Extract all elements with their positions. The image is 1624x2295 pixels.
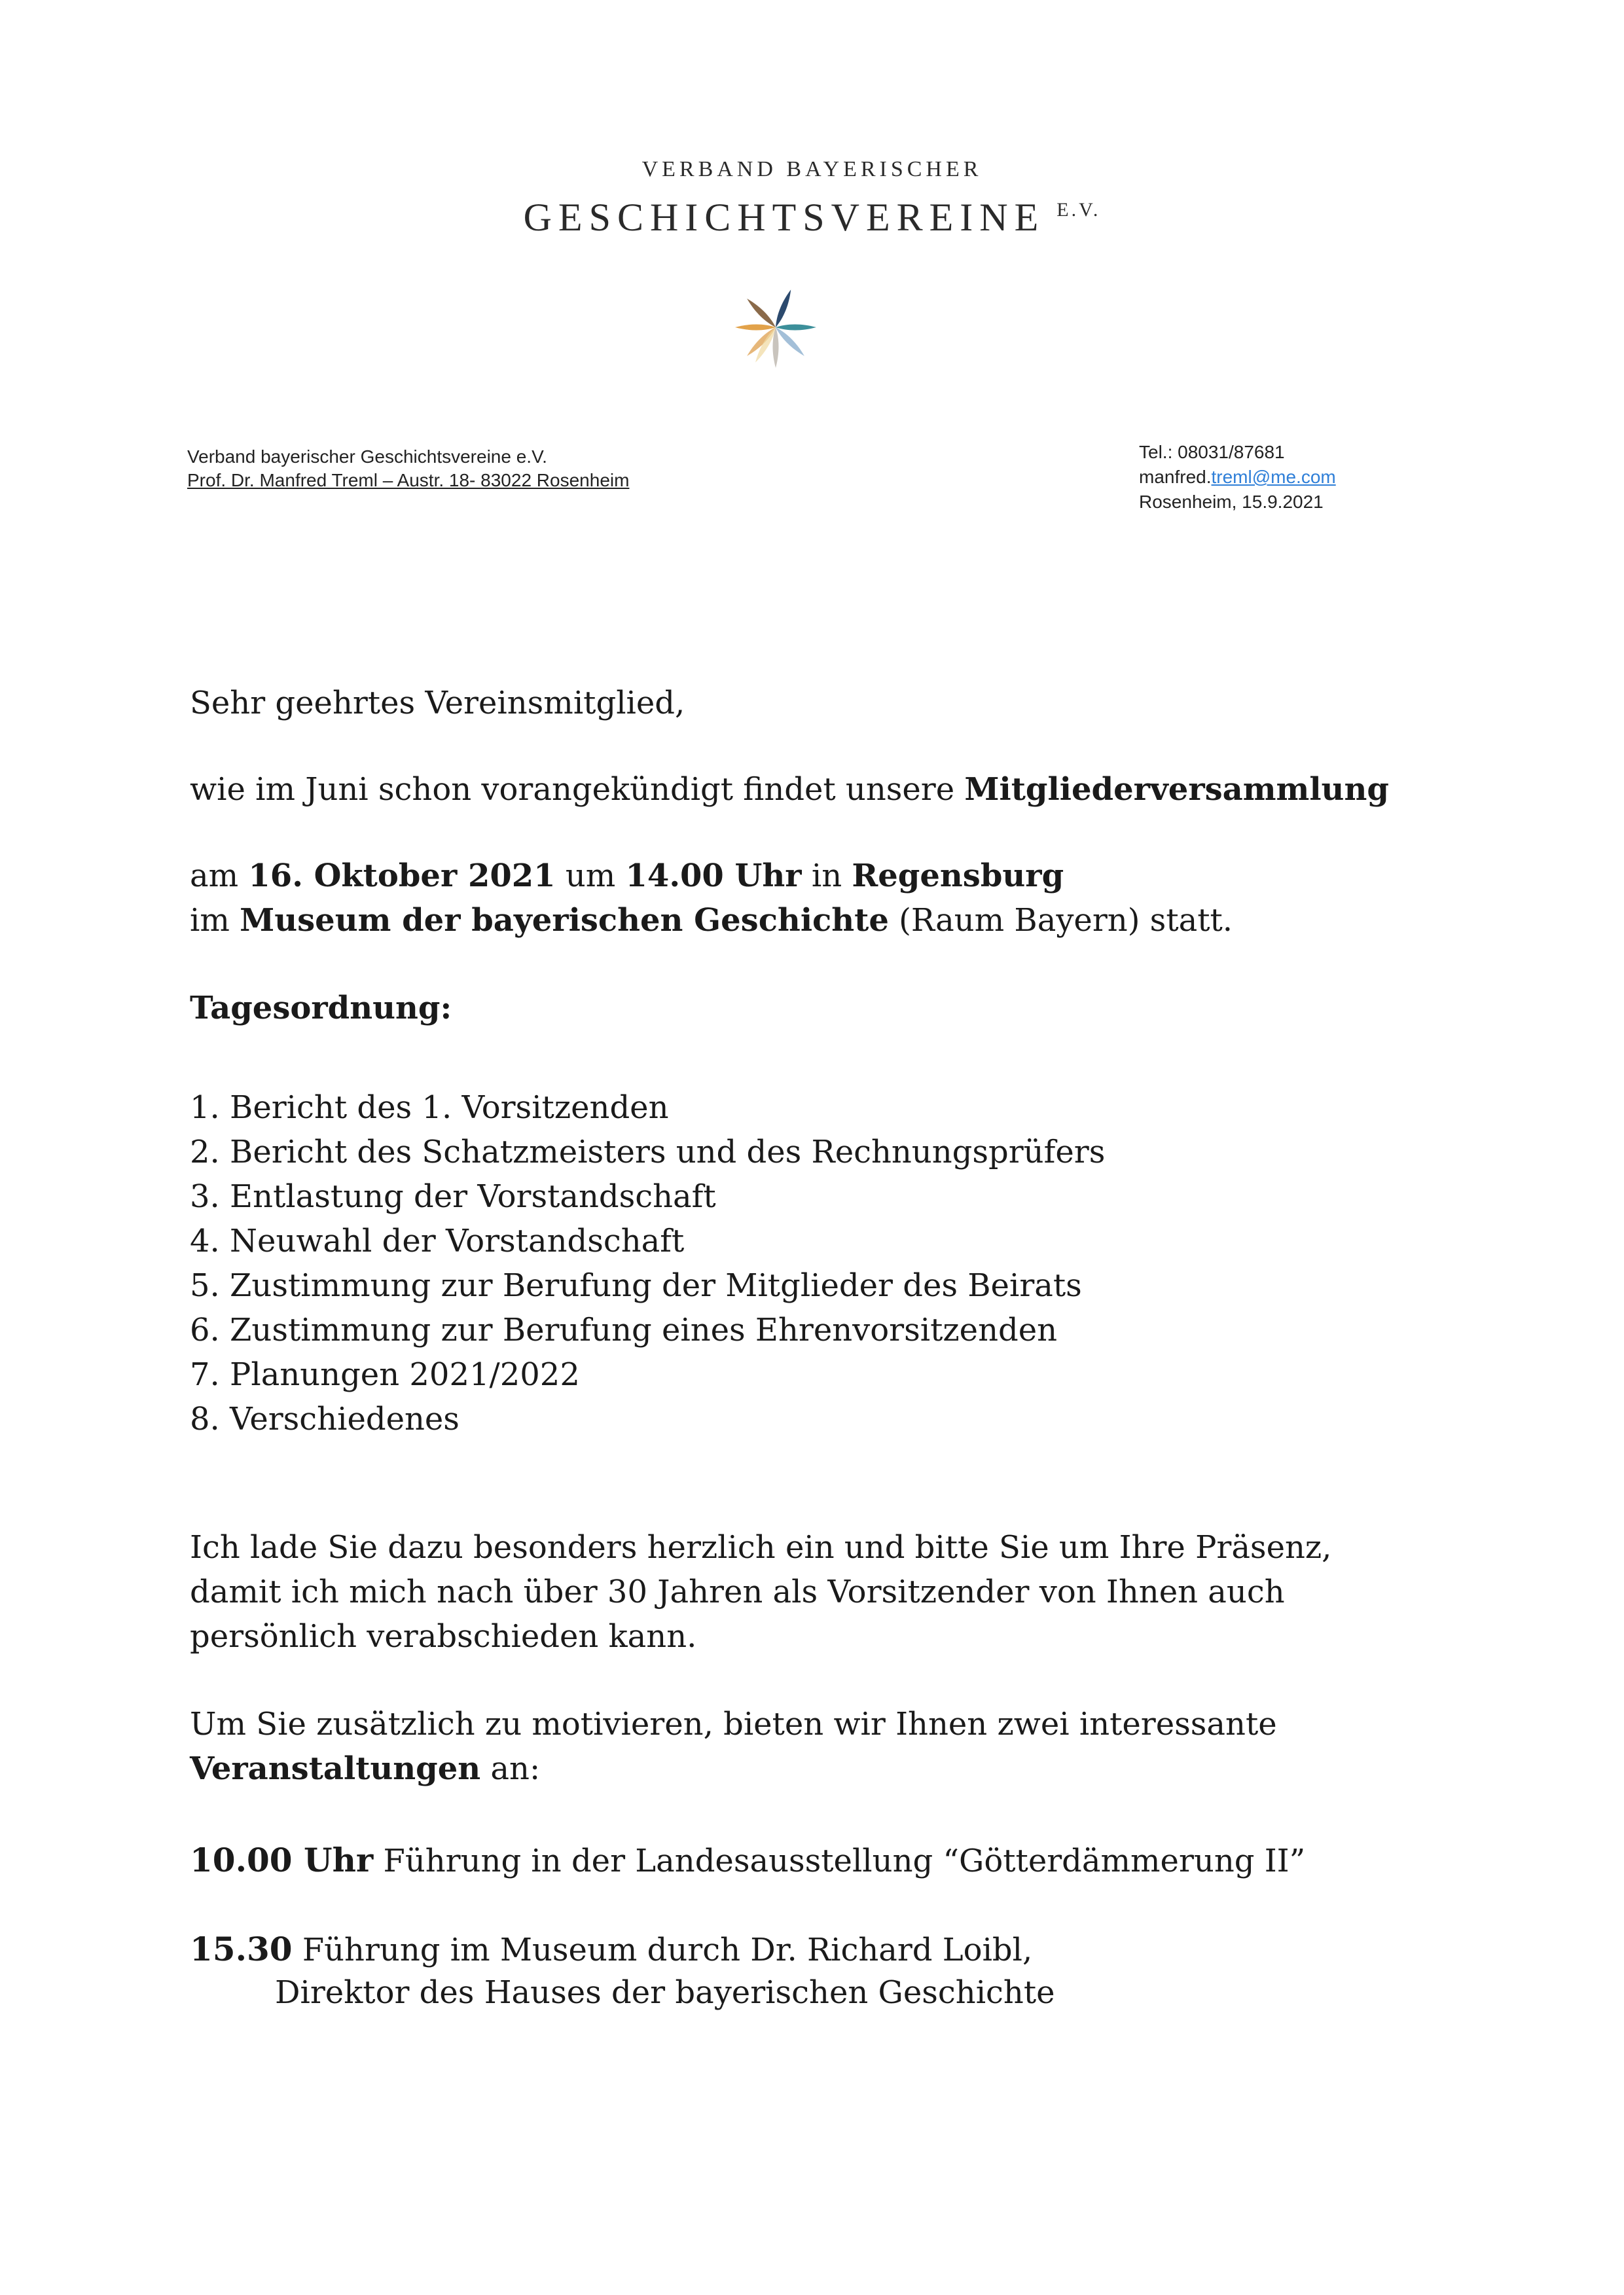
event-1 <box>190 1841 1305 1879</box>
contact-email[interactable] <box>1139 465 1336 490</box>
meeting-date-text: am <box>190 858 249 894</box>
agenda-item: 6. Zustimmung zur Berufung eines Ehrenvorsitzenden <box>190 1312 1058 1348</box>
event-1-time: 10.00 Uhr <box>190 1841 374 1879</box>
motivation-text: an: <box>480 1750 541 1787</box>
logo-petal <box>776 325 816 331</box>
agenda-list <box>190 1085 1105 1441</box>
org-name-line1: VERBAND BAYERISCHER <box>641 157 983 181</box>
event-1-text: Führung in der Landesausstellung “Götterdämmerung II” <box>373 1843 1306 1879</box>
contact-place-date: Rosenheim, 15.9.2021 <box>1139 492 1324 512</box>
meeting-venue-text: (Raum Bayern) statt. <box>888 902 1233 939</box>
salutation: Sehr geehrtes Vereinsmitglied, <box>190 685 685 721</box>
event-2-time: 15.30 <box>190 1930 293 1968</box>
invitation-line: Ich lade Sie dazu besonders herzlich ein und bitte Sie um Ihre Präsenz, <box>190 1529 1332 1566</box>
sender-address <box>187 445 629 492</box>
agenda-item: 8. Verschiedenes <box>190 1401 460 1437</box>
agenda-item: 1. Bericht des 1. Vorsitzenden <box>190 1089 669 1126</box>
meeting-date: 16. Oktober 2021 <box>248 858 556 894</box>
sender-line1: Verband bayerischer Geschichtsvereine e.V. <box>187 446 547 467</box>
meeting-venue: Museum der bayerischen Geschichte <box>240 902 889 939</box>
meeting-date-text: in <box>801 858 852 894</box>
motivation-line: Um Sie zusätzlich zu motivieren, bieten wir Ihnen zwei interessante <box>190 1706 1277 1743</box>
contact-block <box>1139 440 1336 515</box>
agenda-item: 2. Bericht des Schatzmeisters und des Rechnungsprüfers <box>190 1134 1106 1170</box>
agenda-item: 4. Neuwahl der Vorstandschaft <box>190 1223 685 1259</box>
agenda-item: 7. Planungen 2021/2022 <box>190 1356 580 1393</box>
events-bold: Veranstaltungen <box>190 1750 481 1787</box>
logo-petal <box>745 297 778 329</box>
meeting-date-text: um <box>555 858 626 894</box>
announcement-line <box>190 771 1389 808</box>
invitation-line: damit ich mich nach über 30 Jahren als Vorsitzender von Ihnen auch <box>190 1574 1285 1610</box>
meeting-venue-text: im <box>190 902 240 939</box>
agenda-item: 3. Entlastung der Vorstandschaft <box>190 1178 716 1215</box>
logo-petal <box>773 289 794 329</box>
logo-petal <box>735 325 776 331</box>
event-2-text: Führung im Museum durch Dr. Richard Loibl, <box>292 1932 1033 1968</box>
logo-petal <box>774 325 806 358</box>
sender-line2: Prof. Dr. Manfred Treml – Austr. 18- 83022 Rosenheim <box>187 470 630 490</box>
contact-phone: Tel.: 08031/87681 <box>1139 442 1285 462</box>
org-name-main: GESCHICHTSVEREINE <box>523 196 1045 239</box>
announcement-text: wie im Juni schon vorangekündigt findet unsere <box>190 771 965 808</box>
announcement-bold: Mitgliederversammlung <box>964 771 1389 808</box>
meeting-date-line <box>190 858 1064 894</box>
event-2 <box>190 1930 1032 1968</box>
invitation-line: persönlich verabschieden kann. <box>190 1618 697 1655</box>
org-name-suffix: E.V. <box>1056 199 1101 221</box>
contact-email-link[interactable]: treml@me.com <box>1211 467 1336 487</box>
agenda-item: 5. Zustimmung zur Berufung der Mitglieder des Beirats <box>190 1267 1082 1304</box>
meeting-venue-line <box>190 902 1233 939</box>
contact-email-prefix: manfred. <box>1139 467 1212 487</box>
organization-logo <box>713 275 838 380</box>
motivation-line <box>190 1750 540 1787</box>
org-name-line2 <box>0 195 1624 240</box>
event-2-line2: Direktor des Hauses der bayerischen Geschichte <box>275 1974 1055 2011</box>
meeting-city: Regensburg <box>852 858 1064 894</box>
agenda-heading: Tagesordnung: <box>190 990 452 1026</box>
meeting-time: 14.00 Uhr <box>625 858 802 894</box>
